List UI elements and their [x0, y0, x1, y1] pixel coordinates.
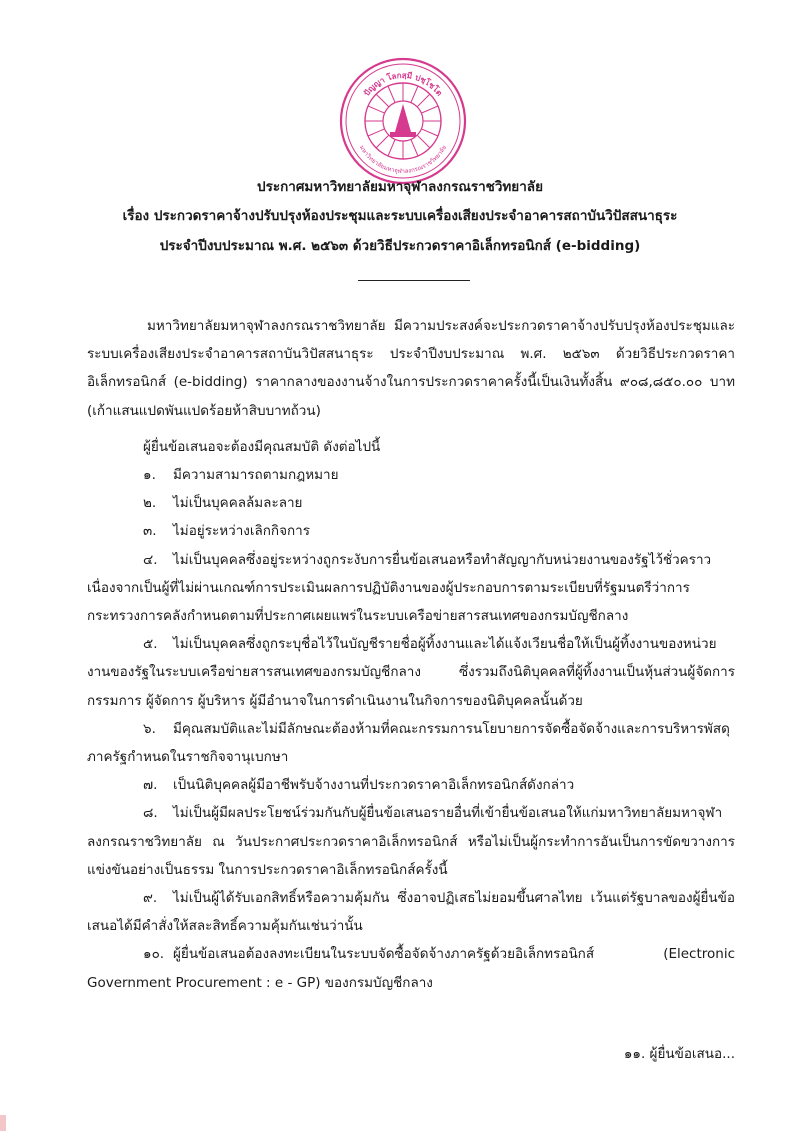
item-text: ไม่เป็นผู้ได้รับเอกสิทธิ์หรือความคุ้มกัน ซึ่งอาจปฏิเสธไม่ยอมขึ้นศาลไทย เว้นแต่รัฐบาลของผู้ยื่นข้อเสนอได้มีคำสั่งให้สละสิทธิ์ความคุ้มกันเช่นว่านั้น — [87, 890, 735, 935]
item-text: ไม่เป็นผู้มีผลประโยชน์ร่วมกันกับผู้ยื่นข้อเสนอรายอื่นที่เข้ายื่นข้อเสนอให้แก่มหาวิทยาลัยมหาจุฬาลงกรณราชวิทยาลัย ณ วันประกาศประกวดราคาอิเล็กทรอนิกส์ หรือไม่เป็นผู้กระทำการอันเป็นการขัดขวางการแข่งขันอย่างเป็นธรรม ในการประกวดราคาอิเล็กทรอนิกส์ครั้งนี้ — [87, 805, 735, 878]
list-item — [87, 461, 735, 489]
item-number: ๗. — [143, 777, 158, 794]
item-text: ผู้ยื่นข้อเสนอต้องลงทะเบียนในระบบจัดซื้อจัดจ้างภาครัฐด้วยอิเล็กทรอนิกส์ (Electronic Government Procurement : e - GP) ของกรมบัญชีกลาง — [87, 946, 735, 991]
item-number: ๒. — [143, 495, 157, 512]
announcement-fiscal-year: ประจำปีงบประมาณ พ.ศ. ๒๕๖๓ ด้วยวิธีประกวดราคาอิเล็กทรอนิกส์ (e-bidding) — [159, 238, 641, 254]
item-number: ๕. — [143, 636, 158, 653]
item-number: ๔. — [143, 551, 158, 568]
item-number: ๘. — [143, 805, 158, 822]
item-number: ๑๐. — [143, 946, 165, 963]
list-item — [87, 771, 735, 799]
continued-footer: ๑๑. ผู้ยื่นข้อเสนอ... — [623, 1046, 735, 1062]
list-item — [87, 489, 735, 517]
item-text: เป็นนิติบุคคลผู้มีอาชีพรับจ้างงานที่ประกวดราคาอิเล็กทรอนิกส์ดังกล่าว — [173, 777, 575, 794]
university-seal-icon — [338, 56, 468, 186]
list-item — [87, 630, 735, 715]
list-item — [87, 517, 735, 545]
qualification-heading: ผู้ยื่นข้อเสนอจะต้องมีคุณสมบัติ ดังต่อไปนี้ — [143, 438, 381, 455]
item-text: มีความสามารถตามกฎหมาย — [173, 467, 339, 484]
item-text: ไม่อยู่ระหว่างเลิกกิจการ — [173, 523, 311, 540]
item-text: มีคุณสมบัติและไม่มีลักษณะต้องห้ามที่คณะกรรมการนโยบายการจัดซื้อจัดจ้างและการบริหารพัสดุภาครัฐกำหนดในราชกิจจานุเบกษา — [87, 720, 730, 766]
list-item — [87, 884, 735, 940]
item-number: ๖. — [143, 720, 156, 737]
item-number: ๙. — [143, 890, 158, 907]
item-text: ไม่เป็นบุคคลซึ่งถูกระบุชื่อไว้ในบัญชีรายชื่อผู้ทิ้งงานและได้แจ้งเวียนชื่อให้เป็นผู้ทิ้งงานของหน่วยงานของรัฐในระบบเครือข่ายสารสนเทศของกรมบัญชีกลาง ซึ่งรวมถึงนิติบุคคลที่ผู้ทิ้งงานเป็นหุ้นส่วนผู้จัดการ กรรมการ ผู้จัดการ ผู้บริหาร ผู้มีอำนาจในการดำเนินงานในกิจการของนิติบุคคลนั้นด้วย — [87, 636, 735, 709]
announcement-body — [87, 312, 735, 997]
list-item — [87, 546, 735, 631]
list-item — [87, 940, 735, 996]
announcement-title: ประกาศมหาวิทยาลัยมหาจุฬาลงกรณราชวิทยาลัย — [257, 179, 543, 195]
item-number: ๓. — [143, 523, 157, 540]
seal-university-name: มหาวิทยาลัยมหาจุฬาลงกรณราชวิทยาลัย — [357, 144, 449, 176]
scan-edge-mark — [0, 1115, 6, 1131]
list-item — [87, 715, 735, 771]
item-number: ๑. — [143, 467, 156, 484]
item-text: ไม่เป็นบุคคลล้มละลาย — [173, 495, 303, 512]
announcement-subject: เรื่อง ประกวดราคาจ้างปรับปรุงห้องประชุมและระบบเครื่องเสียงประจำอาคารสถาบันวิปัสสนาธุระ — [122, 208, 678, 224]
seal-motto: ปัญญา โลกสฺมี ปชฺโชโต — [362, 70, 444, 98]
list-item — [87, 799, 735, 884]
title-divider — [358, 280, 470, 281]
item-text: ไม่เป็นบุคคลซึ่งอยู่ระหว่างถูกระงับการยื่นข้อเสนอหรือทำสัญญากับหน่วยงานของรัฐไว้ชั่วคราวเนื่องจากเป็นผู้ที่ไม่ผ่านเกณฑ์การประเมินผลการปฏิบัติงานของผู้ประกอบการตามระเบียบที่รัฐมนตรีว่าการกระทรวงการคลังกำหนดตามที่ประกาศเผยแพร่ในระบบเครือข่ายสารสนเทศของกรมบัญชีกลาง — [87, 551, 712, 625]
intro-paragraph: มหาวิทยาลัยมหาจุฬาลงกรณราชวิทยาลัย มีความประสงค์จะประกวดราคาจ้างปรับปรุงห้องประชุมและระบบเครื่องเสียงประจำอาคารสถาบันวิปัสสนาธุระ ประจำปีงบประมาณ พ.ศ. ๒๕๖๓ ด้วยวิธีประกวดราคาอิเล็กทรอนิกส์ (e-bidding) ราคากลางของงานจ้างในการประกวดราคาครั้งนี้เป็นเงินทั้งสิ้น ๙๐๘,๘๕๐.๐๐ บาท (เก้าแสนแปดพันแปดร้อยห้าสิบบาทถ้วน) — [87, 318, 735, 419]
